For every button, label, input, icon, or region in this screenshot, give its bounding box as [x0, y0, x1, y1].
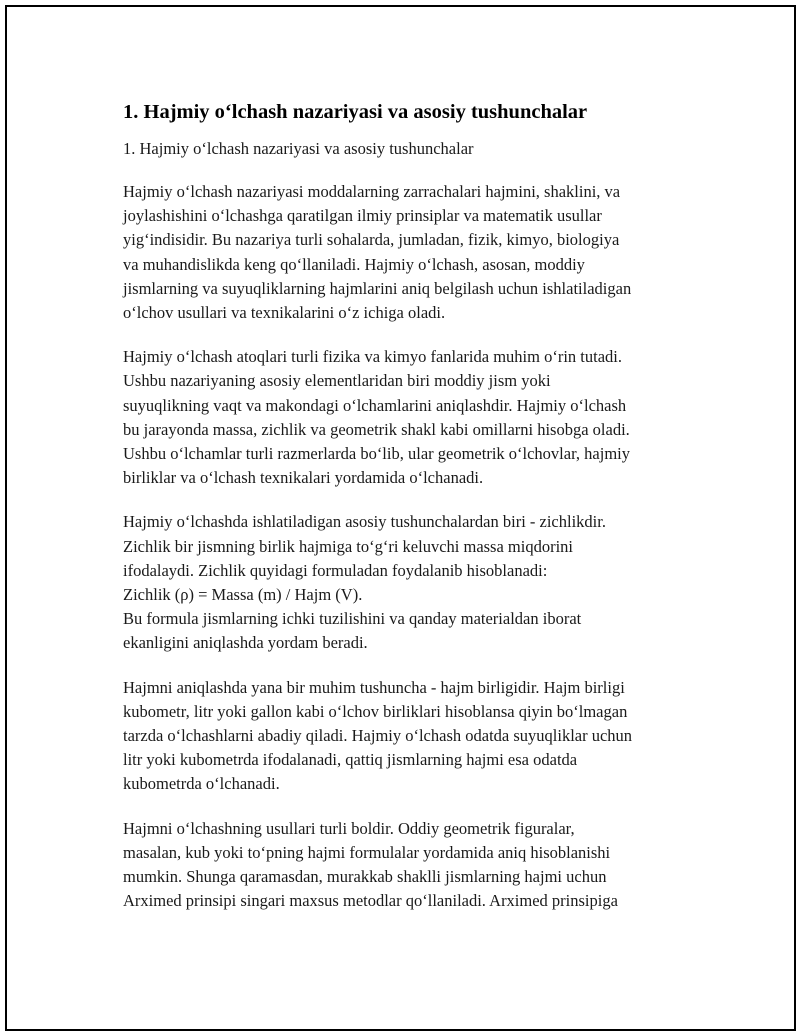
paragraph-2	[123, 345, 709, 490]
paragraph-line: ifodalaydi. Zichlik quyidagi formuladan foydalanib hisoblanadi:	[123, 560, 548, 580]
paragraph-line: Ushbu o‘lchamlar turli razmerlarda bo‘lib, ular geometrik o‘lchovlar, hajmiy	[123, 444, 630, 464]
section-subheading: 1. Hajmiy o‘lchash nazariyasi va asosiy tushunchalar	[123, 139, 474, 158]
paragraph-line: mumkin. Shunga qaramasdan, murakkab shaklli jismlarning hajmi uchun	[123, 867, 607, 887]
paragraph-line: ekanligini aniqlashda yordam beradi.	[123, 633, 368, 653]
paragraph-line: kubometrda o‘lchanadi.	[123, 774, 280, 794]
paragraph-line: bu jarayonda massa, zichlik va geometrik shakl kabi omillarni hisobga oladi.	[123, 419, 630, 439]
paragraph-line: Ushbu nazariyaning asosiy elementlaridan biri moddiy jism yoki	[123, 371, 551, 391]
paragraph-line: tarzda o‘lchashlarni abadiy qiladi. Hajmiy o‘lchash odatda suyuqliklar uchun	[123, 726, 633, 746]
paragraph-line: Arximed prinsipi singari maxsus metodlar qo‘llaniladi. Arximed prinsipiga	[123, 891, 618, 911]
paragraph-line: masalan, kub yoki to‘pning hajmi formulalar yordamida aniq hisoblanishi	[123, 842, 611, 862]
section-heading: 1. Hajmiy o‘lchash nazariyasi va asosiy tushunchalar	[123, 101, 588, 123]
paragraph-line: Zichlik bir jismning birlik hajmiga to‘g‘ri keluvchi massa miqdorini	[123, 536, 574, 556]
paragraph-line: va muhandislikda keng qo‘llaniladi. Hajmiy o‘lchash, asosan, moddiy	[123, 254, 585, 274]
paragraph-line: jismlarning va suyuqliklarning hajmlarini aniq belgilash uchun ishlatiladigan	[123, 278, 632, 298]
paragraph-line: yig‘indisidir. Bu nazariya turli sohalarda, jumladan, fizik, kimyo, biologiya	[123, 230, 620, 250]
paragraph-line: birliklar va o‘lchash texnikalari yordamida o‘lchanadi.	[123, 468, 484, 488]
page-frame	[5, 5, 796, 1031]
paragraph-line: Bu formula jismlarning ichki tuzilishini va qanday materialdan iborat	[123, 609, 582, 629]
paragraph-line: Hajmiy o‘lchash nazariyasi moddalarning zarrachalari hajmini, shaklini, va	[123, 182, 621, 201]
formula-line: Zichlik (ρ) = Massa (m) / Hajm (V).	[123, 585, 363, 605]
paragraph-4	[123, 676, 709, 797]
paragraph-line: Hajmiy o‘lchash atoqlari turli fizika va kimyo fanlarida muhim o‘rin tutadi.	[123, 347, 622, 367]
paragraph-line: kubometr, litr yoki gallon kabi o‘lchov birliklari hisoblansa qiyin bo‘lmagan	[123, 701, 628, 721]
paragraph-1	[123, 180, 709, 325]
paragraph-line: o‘lchov usullari va texnikalarini o‘z ichiga oladi.	[123, 303, 446, 323]
paragraph-line: Hajmiy o‘lchashda ishlatiladigan asosiy tushunchalardan biri - zichlikdir.	[123, 512, 606, 532]
paragraph-line: joylashishini o‘lchashga qaratilgan ilmiy prinsiplar va matematik usullar	[123, 206, 602, 226]
paragraph-line: suyuqlikning vaqt va makondagi o‘lchamlarini aniqlashdir. Hajmiy o‘lchash	[123, 395, 627, 415]
document-body	[119, 95, 709, 913]
paragraph-line: Hajmni o‘lchashning usullari turli boldir. Oddiy geometrik figuralar,	[123, 818, 575, 838]
paragraph-3	[123, 510, 709, 655]
paragraph-5	[123, 817, 709, 914]
paragraph-line: Hajmni aniqlashda yana bir muhim tushuncha - hajm birligidir. Hajm birligi	[123, 677, 625, 697]
paragraph-line: litr yoki kubometrda ifodalanadi, qattiq jismlarning hajmi esa odatda	[123, 750, 578, 770]
